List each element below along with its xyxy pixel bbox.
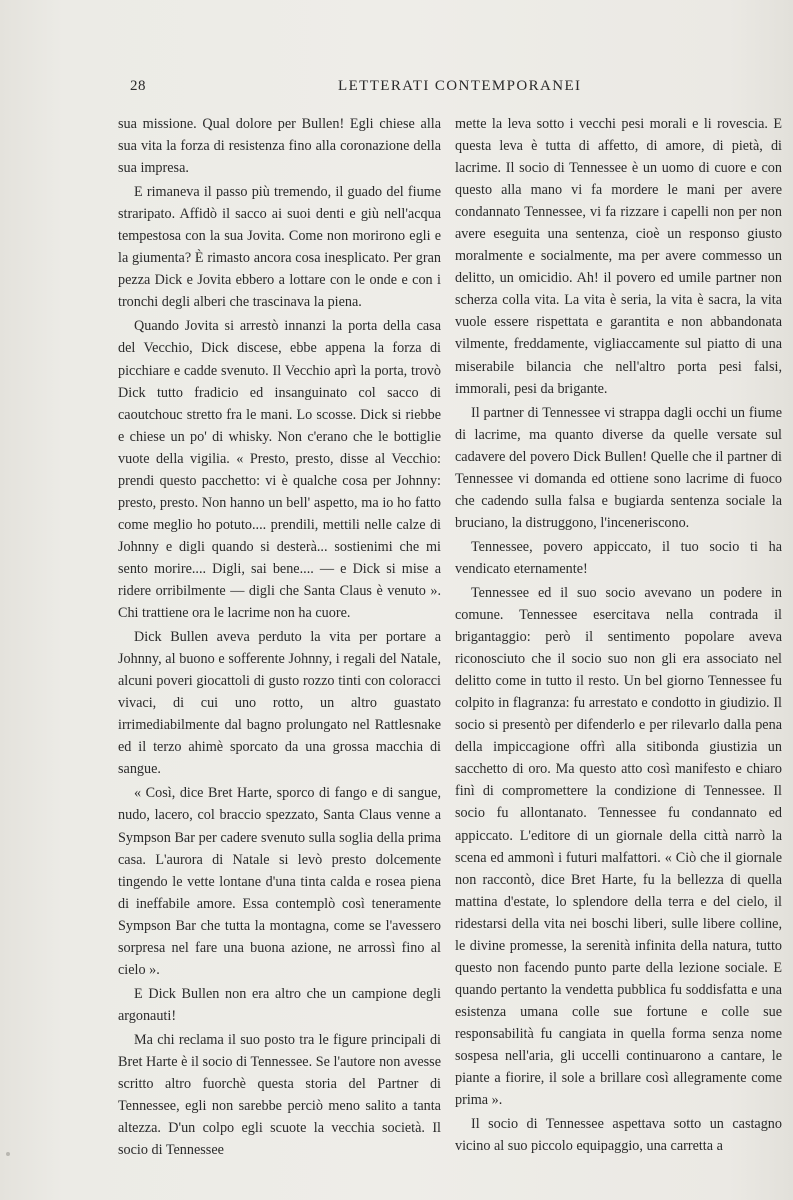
left-column — [118, 113, 441, 1161]
paragraph: Il socio di Tennessee aspettava sotto un castagno vicino al suo piccolo equipaggio, una carretta a — [455, 1116, 782, 1155]
paragraph: Dick Bullen aveva perduto la vita per portare a Johnny, al buono e sofferente Johnny, i regali del Natale, alcuni poveri giocattoli di gusto rozzo tinti con coloracci vivaci, di cui uno rotto, un altro guastato irrimediabilmente dal bagno prolungato nel Rattlesnake ed il terzo ahimè sporcato da una grossa macchia di sangue. — [118, 629, 441, 778]
right-column — [455, 113, 782, 1157]
paragraph: Tennessee, povero appiccato, il tuo socio ti ha vendicato eternamente! — [455, 538, 782, 577]
paragraph: mette la leva sotto i vecchi pesi morali e li rovescia. E questa leva è tutta di affetto, di amore, di pietà, di lacrime. Il socio di Tennessee è un uomo di cuore e con questo alla mano vi fa mordere le mani per avere condannato Tennessee, vi fa rizzare i capelli non per non avere eseguita una sentenza, cioè un responso giusto moralmente e socialmente, ma per avere commesso un delitto, un omicidio. Ah! il povero ed umile partner non scherza colla vita. La vita è seria, la vita è sacra, la vita vuole essere rispettata e garantita e non abbandonata vilmente, freddamente, vigliaccamente sul piatto di una miserabile bilancia che nell'altro porta pesi falsi, immorali, pesi da brigante. — [455, 116, 782, 397]
paragraph: Ma chi reclama il suo posto tra le figure principali di Bret Harte è il socio di Tennessee. Se l'autore non avesse scritto altro fuorchè questa storia del Partner di Tennessee, egli non sarebbe perciò meno salito a tanta altezza. D'un colpo egli scuote la vecchia società. Il socio di Tennessee — [118, 1031, 441, 1159]
page-number: 28 — [130, 78, 146, 94]
page-header — [130, 78, 780, 102]
paragraph: E Dick Bullen non era altro che un campione degli argonauti! — [118, 985, 441, 1024]
running-title: LETTERATI CONTEMPORANEI — [338, 78, 582, 94]
paragraph: Quando Jovita si arrestò innanzi la porta della casa del Vecchio, Dick discese, ebbe appena la forza di picchiare e cadde svenuto. Il Vecchio aprì la porta, trovò Dick tutto fradicio ed insanguinato col sacco di caoutchouc stretto fra le mani. Lo scosse. Dick si riebbe e chiese un po' di whisky. Non c'erano che le bottiglie vuote della vigilia. « Presto, presto, disse al Vecchio: prendi questo pacchetto: vi è qualche cosa per Johnny: presto, presto. Non hanno un bell' aspetto, ma io ho fatto come meglio ho potuto.... prendili, mettili nelle calze di Johnny e digli quando si desterà... sostienimi che mi sento morire.... Digli, sai bene.... — e Dick si mise a ridere orribilmente — digli che Santa Claus è venuto ». Chi trattiene ora le lacrime non ha cuore. — [118, 318, 441, 622]
paper-speck — [6, 1152, 10, 1156]
paragraph: E rimaneva il passo più tremendo, il guado del fiume straripato. Affidò il sacco ai suoi denti e giù nell'acqua tempestosa con la sua Jovita. Come non morirono egli e la giumenta? È rimasto ancora cosa inesplicato. Per gran pezza Dick e Jovita ebbero a lottare con le onde e con i tronchi degli alberi che trascinava la piena. — [118, 184, 441, 311]
paragraph: Il partner di Tennessee vi strappa dagli occhi un fiume di lacrime, ma quanto diverse da quelle versate sul cadavere del povero Dick Bullen! Quelle che il partner di Tennessee vi domanda ed ottiene sono lacrime di fuoco che cadendo sulla falsa e bugiarda sentenza sociale la bruciano, la distruggono, l'inceneriscono. — [455, 404, 782, 531]
paragraph: Tennessee ed il suo socio avevano un podere in comune. Tennessee esercitava nella contrada il brigantaggio: però il sentimento popolare aveva riconosciuto che il socio suo non gli era associato nel delitto come in tutto il resto. Un bel giorno Tennessee fu colpito in flagranza: fu arrestato e condotto in giudizio. Il socio si presentò per difenderlo e per rilevarlo dalla pena della impiccagione offrì alla sitibonda giustizia un sacchetto di oro. Ma questo atto così manifesto e chiaro finì di compromettere la condizione di Tennessee. Il socio fu allontanato. Tennessee fu condannato ed appiccato. L'editore di un giornale della città narrò la scena ed ammonì i futuri malfattori. « Ciò che il giornale non raccontò, dice Bret Harte, fu la bellezza di quella mattina d'estate, lo splendore della terra e del cielo, il ridestarsi della vita nei boschi liberi, sulle libere colline, le divine promesse, la serenità infinita della natura, tutto questo non facendo punto parte della lezione sociale. E quando pertanto la vendetta pubblica fu soddisfatta e una esistenza umana colle sue fortune e colle sue responsabilità fu cangiata in quella forma senza nome sospesa nell'aria, gli uccelli continuarono a cantare, le piante a fiorire, il sole a brillare così allegramente come prima ». — [455, 584, 782, 1109]
paragraph: sua missione. Qual dolore per Bullen! Egli chiese alla sua vita la forza di resistenza fino alla coronazione della sua impresa. — [118, 116, 441, 177]
paragraph: « Così, dice Bret Harte, sporco di fango e di sangue, nudo, lacero, col braccio spezzato, Santa Claus venne a Sympson Bar per cadere svenuto sulla soglia della prima casa. L'aurora di Natale si levò presto dolcemente tingendo le vette lontane d'una tinta calda e rosea piena di ineffabile amore. Essa contemplò così teneramente Sympson Bar che tutta la montagna, come se l'avessero sorpresa nel fare una buona azione, ne arrossì fino al cielo ». — [118, 785, 441, 978]
